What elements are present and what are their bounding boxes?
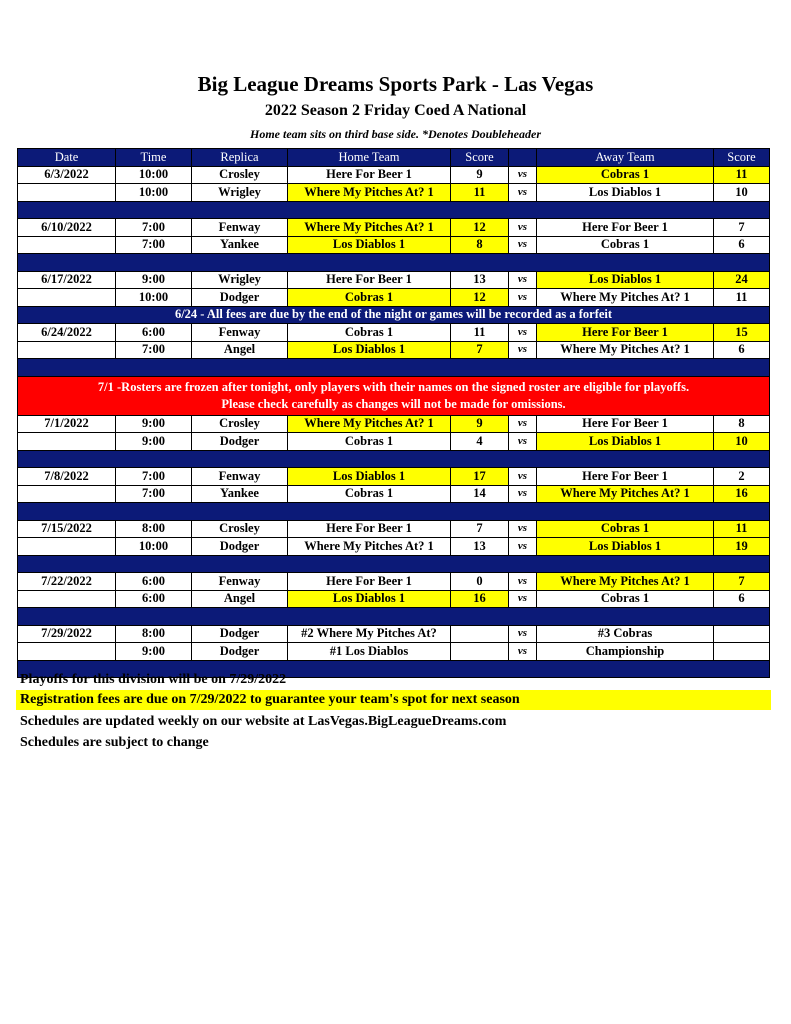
home-team: Los Diablos 1	[288, 590, 451, 608]
game-time: 7:00	[116, 236, 192, 254]
away-score: 10	[714, 184, 770, 202]
roster-alert-row	[18, 376, 770, 415]
spacer-row	[18, 201, 770, 219]
table-row	[18, 485, 770, 503]
home-team: Where My Pitches At? 1	[288, 538, 451, 556]
spacer-row	[18, 450, 770, 468]
home-score: 7	[451, 341, 509, 359]
vs-label: vs	[509, 433, 537, 451]
home-score: 9	[451, 166, 509, 184]
spacer-cell	[18, 359, 770, 377]
game-time: 7:00	[116, 468, 192, 486]
vs-label: vs	[509, 643, 537, 661]
away-team: Cobras 1	[537, 590, 714, 608]
page-title: Big League Dreams Sports Park - Las Vegas	[197, 72, 594, 96]
away-team: Los Diablos 1	[537, 271, 714, 289]
game-date: 6/17/2022	[18, 271, 116, 289]
away-score: 11	[714, 166, 770, 184]
game-time: 8:00	[116, 625, 192, 643]
vs-label: vs	[509, 485, 537, 503]
away-team: Los Diablos 1	[537, 184, 714, 202]
home-team: Los Diablos 1	[288, 468, 451, 486]
vs-label: vs	[509, 324, 537, 342]
away-score: 6	[714, 236, 770, 254]
away-score: 11	[714, 289, 770, 307]
game-field: Fenway	[192, 324, 288, 342]
away-team: Where My Pitches At? 1	[537, 341, 714, 359]
table-row	[18, 166, 770, 184]
away-team: Where My Pitches At? 1	[537, 485, 714, 503]
table-row	[18, 433, 770, 451]
away-score: 8	[714, 415, 770, 433]
home-score: 13	[451, 271, 509, 289]
vs-label: vs	[509, 625, 537, 643]
away-team: Here For Beer 1	[537, 468, 714, 486]
table-row	[18, 271, 770, 289]
away-score: 10	[714, 433, 770, 451]
game-field: Angel	[192, 341, 288, 359]
home-score: 12	[451, 219, 509, 237]
page-subtitle: 2022 Season 2 Friday Coed A National	[264, 102, 527, 119]
away-team: Here For Beer 1	[537, 415, 714, 433]
table-row	[18, 289, 770, 307]
vs-label: vs	[509, 289, 537, 307]
game-date	[18, 236, 116, 254]
away-score: 2	[714, 468, 770, 486]
home-team: Here For Beer 1	[288, 520, 451, 538]
game-time: 9:00	[116, 271, 192, 289]
game-field: Dodger	[192, 538, 288, 556]
home-score: 13	[451, 538, 509, 556]
home-team: Here For Beer 1	[288, 166, 451, 184]
game-date: 7/1/2022	[18, 415, 116, 433]
away-team: Here For Beer 1	[537, 219, 714, 237]
game-date	[18, 341, 116, 359]
game-field: Crosley	[192, 520, 288, 538]
spacer-cell	[18, 450, 770, 468]
fee-notice-row	[18, 306, 770, 324]
playoffs-note: Playoffs for this division will be on 7/29/2022	[20, 672, 287, 687]
spacer-cell	[18, 503, 770, 521]
away-team: Where My Pitches At? 1	[537, 289, 714, 307]
col-header-replica: Replica	[192, 149, 288, 167]
home-team: Cobras 1	[288, 433, 451, 451]
game-date: 6/24/2022	[18, 324, 116, 342]
game-date: 7/29/2022	[18, 625, 116, 643]
game-time: 10:00	[116, 166, 192, 184]
change-note: Schedules are subject to change	[20, 735, 209, 750]
game-date	[18, 485, 116, 503]
table-header-row	[18, 149, 770, 167]
table-row	[18, 184, 770, 202]
table-row	[18, 573, 770, 591]
schedule-table	[17, 148, 770, 678]
game-date	[18, 643, 116, 661]
home-team: Where My Pitches At? 1	[288, 184, 451, 202]
home-score	[451, 625, 509, 643]
vs-label: vs	[509, 219, 537, 237]
game-date	[18, 184, 116, 202]
vs-label: vs	[509, 520, 537, 538]
away-team: Cobras 1	[537, 166, 714, 184]
game-field: Dodger	[192, 433, 288, 451]
game-date	[18, 538, 116, 556]
vs-label: vs	[509, 468, 537, 486]
spacer-cell	[18, 201, 770, 219]
home-score: 17	[451, 468, 509, 486]
game-field: Dodger	[192, 625, 288, 643]
roster-alert-line-2: Please check carefully as changes will not be made for omissions.	[221, 396, 566, 411]
col-header-home-score: Score	[451, 149, 509, 167]
table-row	[18, 643, 770, 661]
home-score: 4	[451, 433, 509, 451]
table-row	[18, 219, 770, 237]
spacer-row	[18, 608, 770, 626]
game-field: Fenway	[192, 573, 288, 591]
vs-label: vs	[509, 236, 537, 254]
home-team: #2 Where My Pitches At?	[288, 625, 451, 643]
away-score: 11	[714, 520, 770, 538]
game-field: Yankee	[192, 485, 288, 503]
table-row	[18, 415, 770, 433]
header-note: Home team sits on third base side. *Denotes Doubleheader	[250, 127, 541, 141]
away-score: 24	[714, 271, 770, 289]
vs-label: vs	[509, 538, 537, 556]
game-time: 7:00	[116, 219, 192, 237]
home-score: 0	[451, 573, 509, 591]
game-field: Dodger	[192, 289, 288, 307]
home-score: 7	[451, 520, 509, 538]
game-date: 6/10/2022	[18, 219, 116, 237]
away-team: #3 Cobras	[537, 625, 714, 643]
home-score: 11	[451, 324, 509, 342]
vs-label: vs	[509, 271, 537, 289]
away-score: 6	[714, 590, 770, 608]
home-team: Where My Pitches At? 1	[288, 219, 451, 237]
home-team: Where My Pitches At? 1	[288, 415, 451, 433]
away-team: Where My Pitches At? 1	[537, 573, 714, 591]
away-score: 19	[714, 538, 770, 556]
away-score	[714, 625, 770, 643]
col-header-home-team: Home Team	[288, 149, 451, 167]
home-score: 11	[451, 184, 509, 202]
away-team: Championship	[537, 643, 714, 661]
home-team: Cobras 1	[288, 289, 451, 307]
spacer-row	[18, 254, 770, 272]
spacer-cell	[18, 254, 770, 272]
home-team: Here For Beer 1	[288, 573, 451, 591]
col-header-away-team: Away Team	[537, 149, 714, 167]
table-row	[18, 324, 770, 342]
away-team: Cobras 1	[537, 236, 714, 254]
vs-label: vs	[509, 341, 537, 359]
game-time: 9:00	[116, 415, 192, 433]
home-score: 16	[451, 590, 509, 608]
game-field: Yankee	[192, 236, 288, 254]
vs-label: vs	[509, 590, 537, 608]
game-time: 7:00	[116, 341, 192, 359]
spacer-row	[18, 359, 770, 377]
game-time: 9:00	[116, 643, 192, 661]
game-date: 7/15/2022	[18, 520, 116, 538]
game-time: 6:00	[116, 324, 192, 342]
vs-label: vs	[509, 415, 537, 433]
game-field: Crosley	[192, 166, 288, 184]
game-time: 10:00	[116, 538, 192, 556]
table-row	[18, 341, 770, 359]
home-score: 12	[451, 289, 509, 307]
away-score: 7	[714, 219, 770, 237]
col-header-date: Date	[18, 149, 116, 167]
spacer-row	[18, 555, 770, 573]
roster-alert-line-1: 7/1 -Rosters are frozen after tonight, only players with their names on the signed roster are eligible for playoffs.	[97, 379, 690, 394]
game-time: 10:00	[116, 184, 192, 202]
game-time: 8:00	[116, 520, 192, 538]
away-score: 6	[714, 341, 770, 359]
game-field: Crosley	[192, 415, 288, 433]
game-time: 6:00	[116, 590, 192, 608]
away-team: Here For Beer 1	[537, 324, 714, 342]
home-score: 9	[451, 415, 509, 433]
home-team: Cobras 1	[288, 485, 451, 503]
table-row	[18, 590, 770, 608]
col-header-away-score: Score	[714, 149, 770, 167]
col-header-vs	[509, 149, 537, 167]
spacer-cell	[18, 555, 770, 573]
away-team: Los Diablos 1	[537, 538, 714, 556]
game-date: 7/8/2022	[18, 468, 116, 486]
col-header-time: Time	[116, 149, 192, 167]
game-date	[18, 433, 116, 451]
home-team: Los Diablos 1	[288, 341, 451, 359]
vs-label: vs	[509, 166, 537, 184]
home-score: 8	[451, 236, 509, 254]
game-time: 6:00	[116, 573, 192, 591]
home-score	[451, 643, 509, 661]
roster-alert-cell	[18, 376, 770, 415]
fees-note: Registration fees are due on 7/29/2022 to guarantee your team's spot for next season	[16, 690, 771, 710]
game-date	[18, 590, 116, 608]
vs-label: vs	[509, 184, 537, 202]
game-field: Wrigley	[192, 271, 288, 289]
fee-notice-text: 6/24 - All fees are due by the end of the night or games will be recorded as a forfeit	[18, 306, 770, 324]
table-row	[18, 520, 770, 538]
website-note: Schedules are updated weekly on our website at LasVegas.BigLeagueDreams.com	[20, 714, 507, 729]
game-field: Dodger	[192, 643, 288, 661]
game-field: Fenway	[192, 468, 288, 486]
home-score: 14	[451, 485, 509, 503]
game-field: Wrigley	[192, 184, 288, 202]
game-date: 6/3/2022	[18, 166, 116, 184]
away-score	[714, 643, 770, 661]
home-team: Here For Beer 1	[288, 271, 451, 289]
vs-label: vs	[509, 573, 537, 591]
game-field: Fenway	[192, 219, 288, 237]
table-row	[18, 625, 770, 643]
game-time: 7:00	[116, 485, 192, 503]
home-team: Los Diablos 1	[288, 236, 451, 254]
game-time: 9:00	[116, 433, 192, 451]
away-score: 7	[714, 573, 770, 591]
home-team: Cobras 1	[288, 324, 451, 342]
away-team: Cobras 1	[537, 520, 714, 538]
away-team: Los Diablos 1	[537, 433, 714, 451]
away-score: 15	[714, 324, 770, 342]
table-row	[18, 236, 770, 254]
spacer-cell	[18, 608, 770, 626]
spacer-row	[18, 503, 770, 521]
table-row	[18, 468, 770, 486]
table-row	[18, 538, 770, 556]
home-team: #1 Los Diablos	[288, 643, 451, 661]
game-field: Angel	[192, 590, 288, 608]
game-date: 7/22/2022	[18, 573, 116, 591]
game-time: 10:00	[116, 289, 192, 307]
game-date	[18, 289, 116, 307]
away-score: 16	[714, 485, 770, 503]
